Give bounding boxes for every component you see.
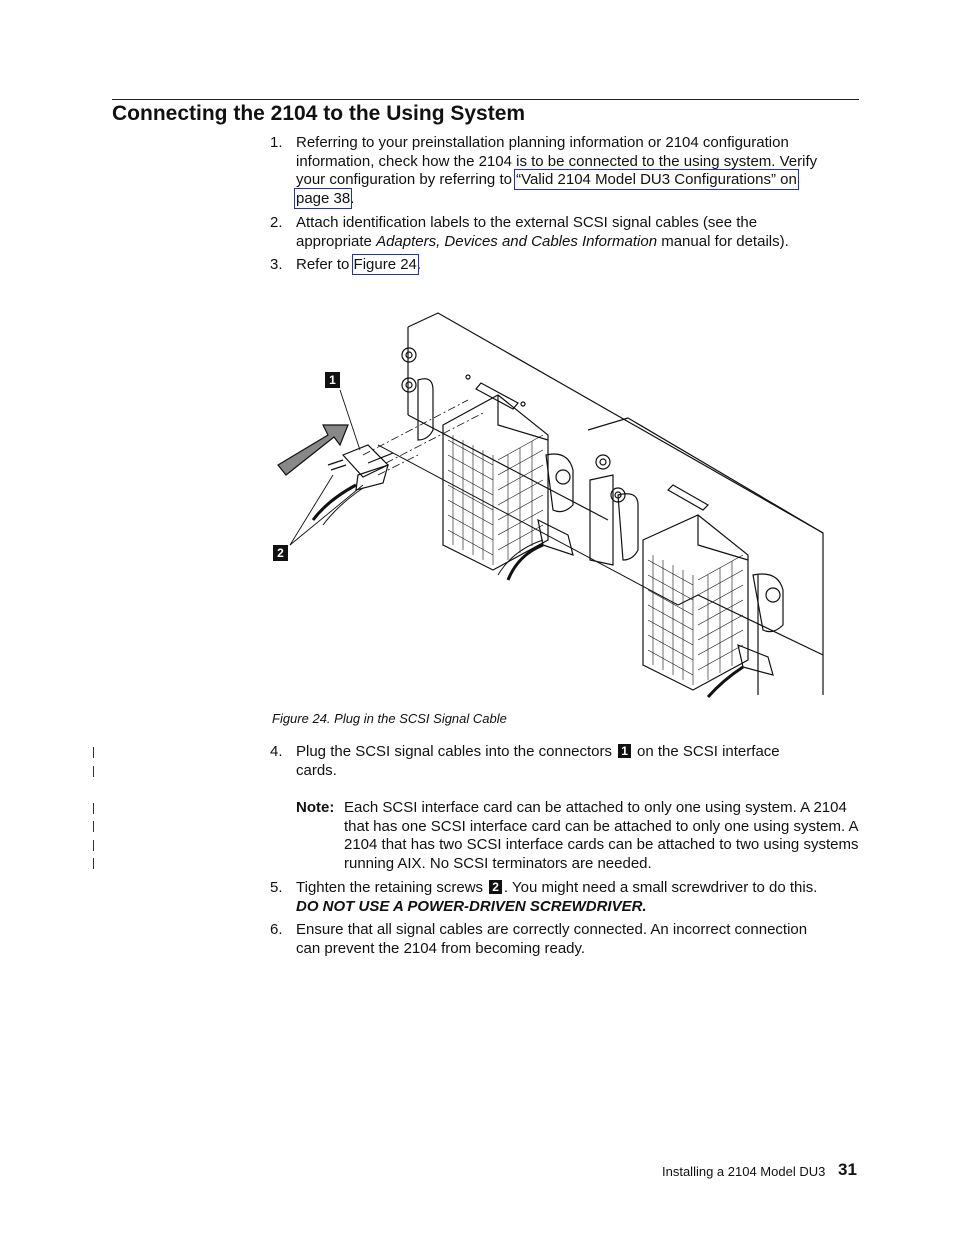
step-text: Ensure that all signal cables are correctly connected. An incorrect connection (296, 921, 808, 938)
page-38-link[interactable]: page 38 (296, 189, 351, 207)
step-text: manual for details). (657, 232, 789, 250)
step-number: 5. (270, 879, 283, 896)
manual-title: Adapters, Devices and Cables Information (376, 232, 658, 250)
step-text: . (350, 189, 355, 207)
revision-bar (93, 766, 94, 777)
step-text: appropriate (296, 232, 377, 250)
step-text: on the SCSI interface (632, 743, 780, 760)
step-text: . (416, 256, 422, 273)
callout-1-badge: 1 (325, 372, 340, 388)
step-text: Referring to your preinstallation planning information or 2104 configuration (296, 134, 789, 151)
step-number: 4. (270, 743, 283, 760)
step-number: 2. (270, 214, 283, 231)
revision-bar (93, 858, 94, 869)
step-text: Plug the SCSI signal cables into the connectors (296, 743, 617, 760)
step-text: Refer to (296, 256, 354, 273)
revision-bar (93, 747, 94, 758)
step-number: 1. (270, 134, 283, 151)
revision-bar (93, 821, 94, 832)
section-heading: Connecting the 2104 to the Using System (112, 102, 526, 125)
step-text: cards. (296, 761, 337, 779)
note-text: Each SCSI interface card can be attached to only one using system. A 2104 that has one SCSI interface card can be attached to only one using system. A 2104 that has two SCSI interface cards can be attached to two using systems running AIX. No SCSI terminators are needed. (344, 799, 859, 872)
step-text: can prevent the 2104 from becoming ready. (296, 939, 586, 957)
step-number: 6. (270, 921, 283, 938)
warning-text: DO NOT USE A POWER-DRIVEN SCREWDRIVER. (296, 897, 647, 915)
figure-24-link[interactable]: Figure 24 (353, 256, 417, 273)
scsi-cable-figure (268, 305, 828, 700)
step-text: . You might need a small screwdriver to do this. (503, 879, 818, 896)
configurations-link[interactable]: “Valid 2104 Model DU3 Configurations” on (516, 171, 797, 188)
step-text: Attach identification labels to the external SCSI signal cables (see the (296, 214, 758, 231)
callout-1: 1 (618, 744, 631, 758)
step-text: your configuration by referring to (296, 171, 517, 188)
figure-caption: Figure 24. Plug in the SCSI Signal Cable (272, 711, 507, 726)
page-number: 31 (838, 1160, 857, 1179)
note-label: Note: (296, 799, 335, 816)
step-number: 3. (270, 256, 283, 273)
heading-rule (112, 99, 859, 100)
revision-bar (93, 840, 94, 851)
step-text: Tighten the retaining screws (296, 879, 488, 896)
scsi-cable-illustration (268, 305, 828, 700)
callout-2: 2 (489, 880, 502, 894)
revision-bar (93, 803, 94, 814)
callout-2-badge: 2 (273, 545, 288, 561)
step-text: information, check how the 2104 is to be connected to the using system. Verify (296, 152, 818, 170)
footer-text: Installing a 2104 Model DU3 (662, 1164, 826, 1179)
